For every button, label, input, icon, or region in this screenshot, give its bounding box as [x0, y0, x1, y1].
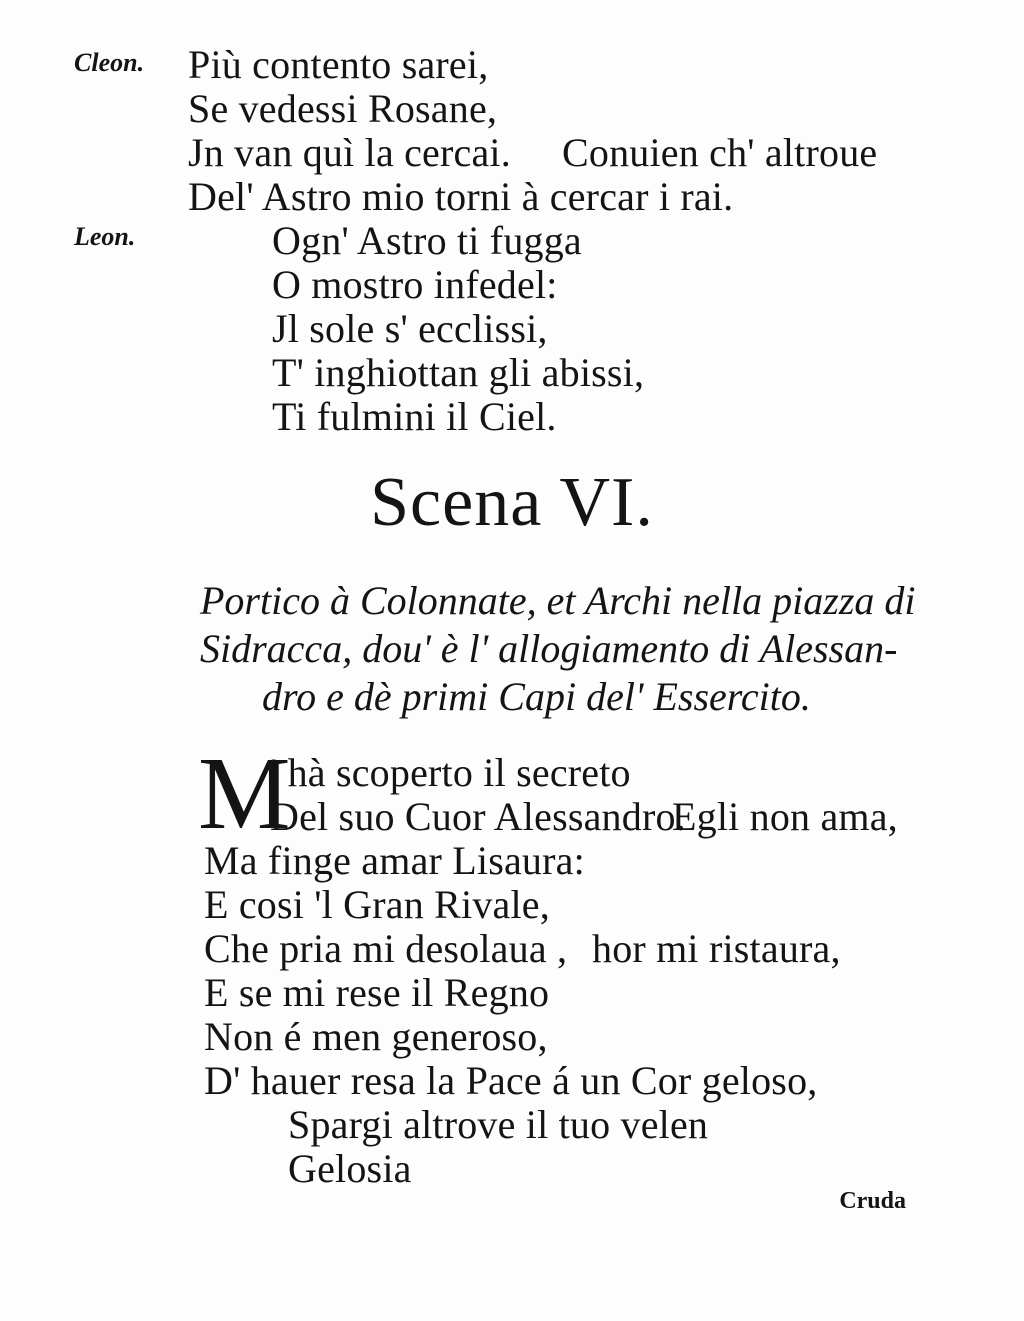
verse-line: Più contento sarei,: [188, 42, 489, 87]
speaker-leon: Leon.: [74, 222, 136, 251]
verse-line: Ogn' Astro ti fugga: [272, 218, 582, 263]
drop-cap: M: [198, 736, 291, 851]
verse-line: Ma finge amar Lisaura:: [204, 838, 585, 883]
stage-direction-line: Sidracca, dou' è l' allogiamento di Alessan-: [200, 626, 898, 671]
stage-direction-line: Portico à Colonnate, et Archi nella piazza di: [200, 578, 916, 623]
verse-line: E se mi rese il Regno: [204, 970, 550, 1015]
verse-line: Spargi altrove il tuo velen: [288, 1102, 709, 1147]
verse-line: T' inghiottan gli abissi,: [272, 350, 645, 395]
verse-line: O mostro infedel:: [272, 262, 558, 307]
verse-line: D' hauer resa la Pace á un Cor geloso,: [204, 1058, 818, 1103]
verse-line: Conuien ch' altroue: [562, 130, 878, 175]
verse-line: Gelosia: [288, 1146, 412, 1191]
verse-line: Jl sole s' ecclissi,: [272, 306, 548, 351]
catchword: Cruda: [839, 1188, 906, 1214]
verse-line: Egli non ama,: [672, 794, 898, 839]
verse-line: Ti fulmini il Ciel.: [272, 394, 557, 439]
verse-line: Del suo Cuor Alessandro.: [270, 794, 686, 839]
verse-line: Non é men generoso,: [204, 1014, 548, 1059]
stage-direction-line: dro e dè primi Capi del' Essercito.: [262, 674, 811, 719]
speaker-cleon: Cleon.: [74, 48, 145, 77]
verse-line: E cosi 'l Gran Rivale,: [204, 882, 550, 927]
verse-line: Se vedessi Rosane,: [188, 86, 498, 131]
verse-line: Jn van quì la cercai.: [188, 130, 511, 175]
scene-title: Scena VI.: [370, 464, 654, 541]
verse-line: Del' Astro mio torni à cercar i rai.: [188, 174, 734, 219]
verse-line: hor mi ristaura,: [592, 926, 841, 971]
verse-line: Che pria mi desolaua ,: [204, 926, 568, 971]
verse-line: ' hà scoperto il secreto: [270, 750, 631, 795]
